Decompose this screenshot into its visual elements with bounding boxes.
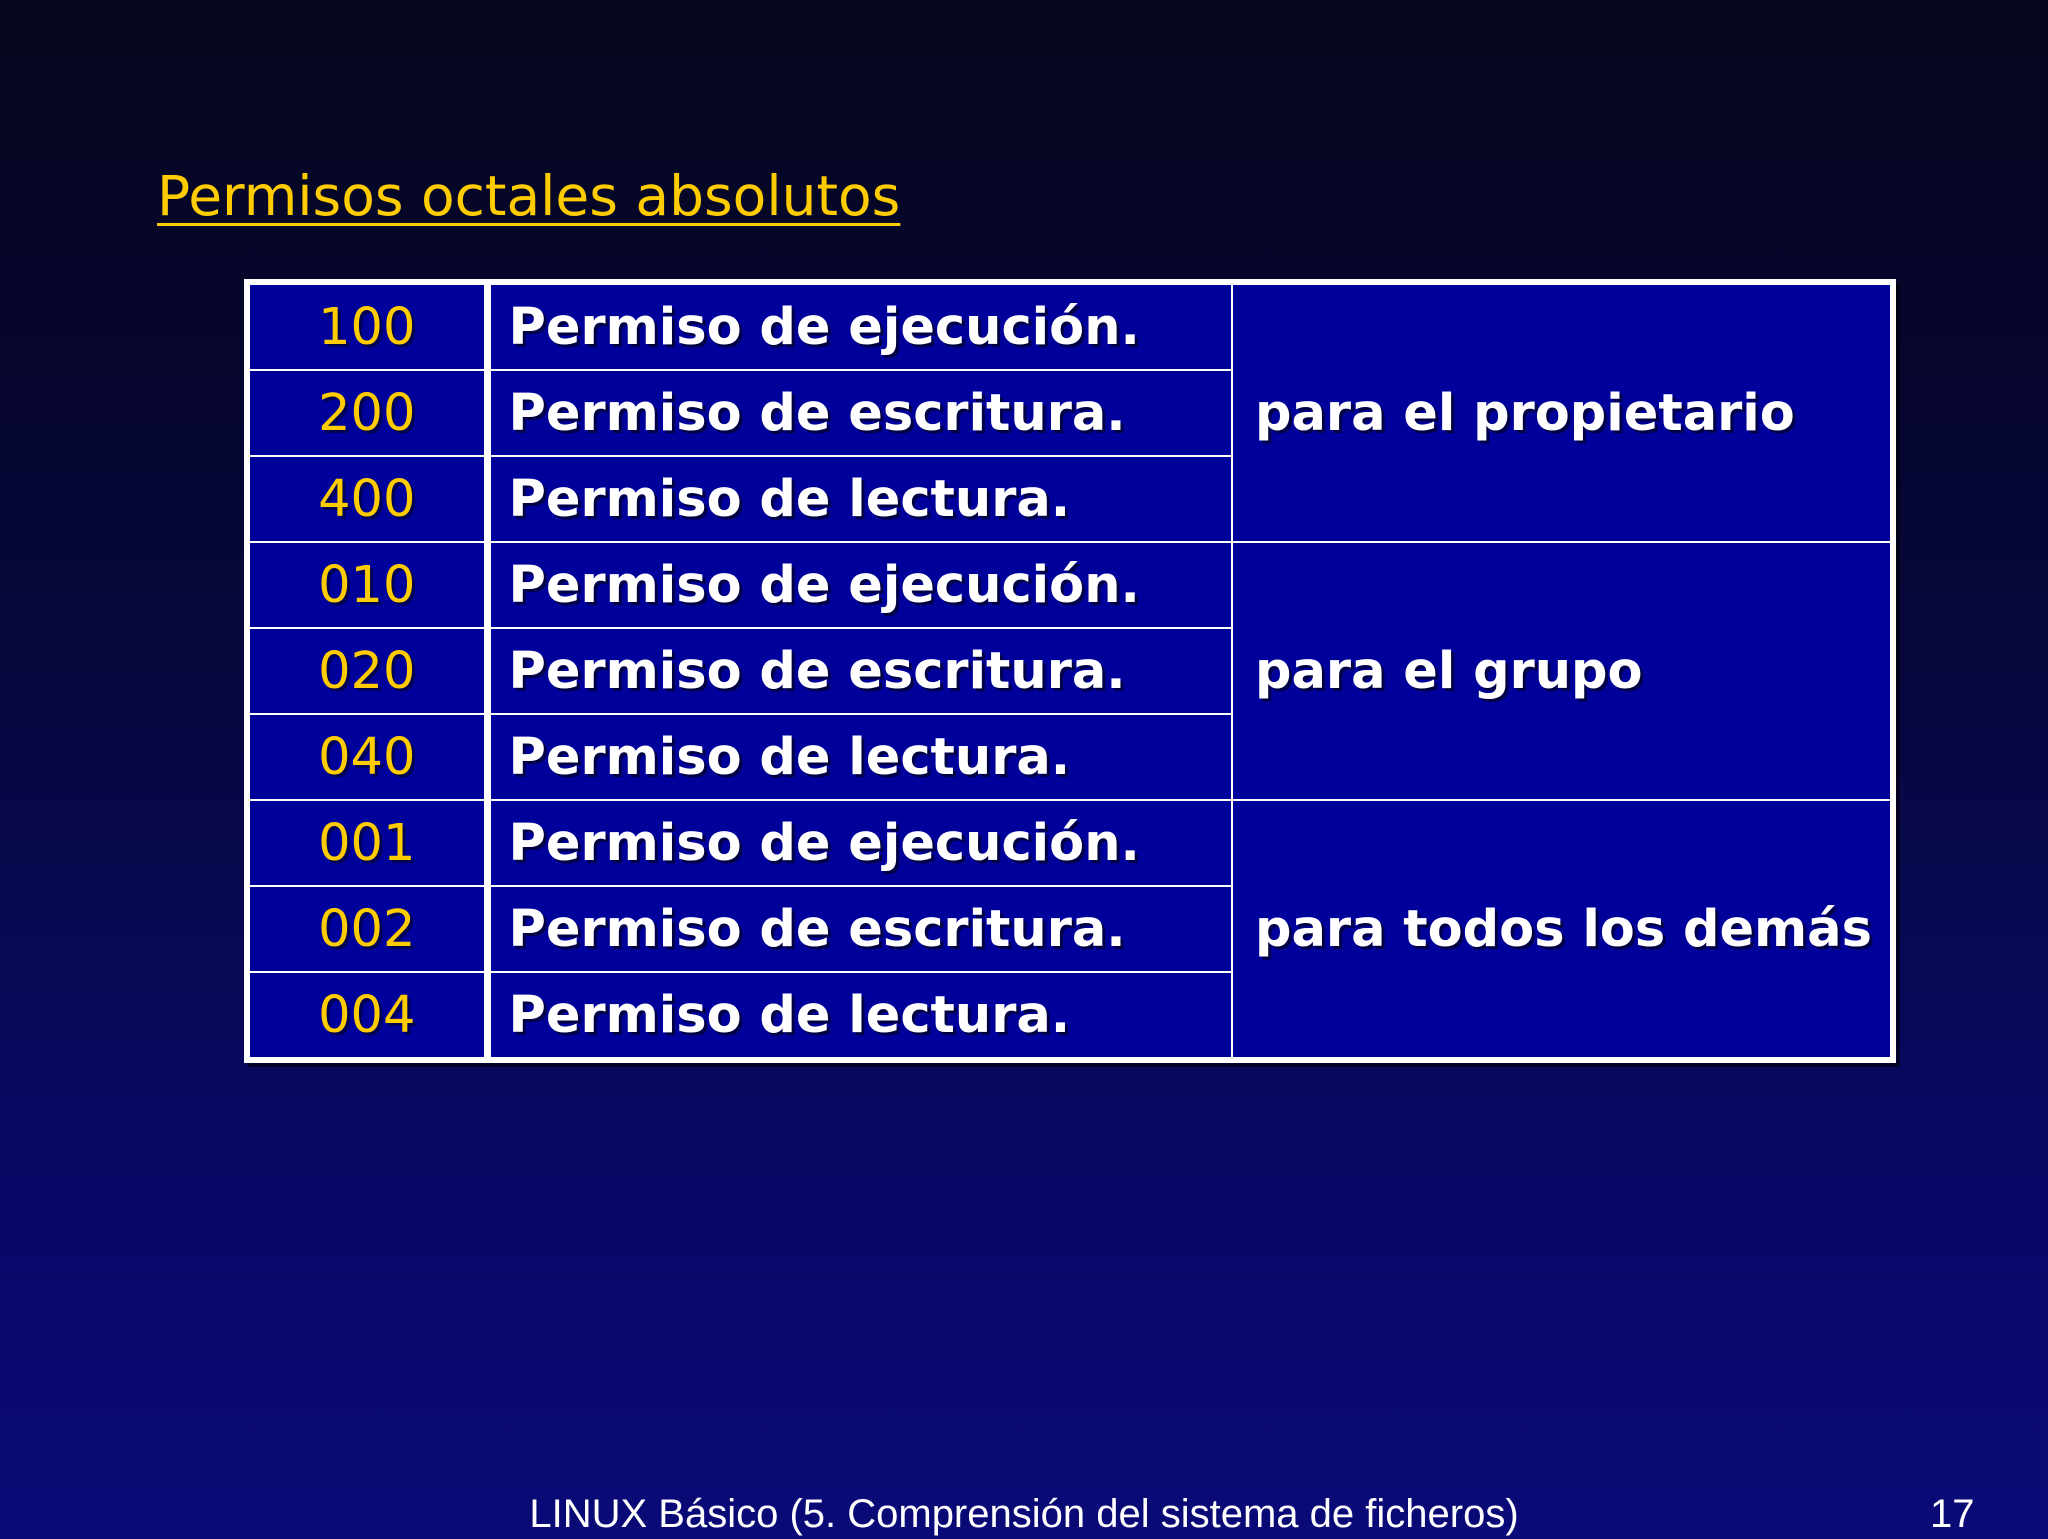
permission-description: Permiso de escritura. (487, 370, 1232, 456)
permission-description: Permiso de lectura. (487, 456, 1232, 542)
slide-footer: LINUX Básico (5. Comprensión del sistema de ficheros) (529, 1492, 1519, 1536)
octal-code: 400 (247, 456, 487, 542)
permissions-table (244, 279, 1896, 1063)
octal-code: 004 (247, 972, 487, 1060)
octal-code: 100 (247, 282, 487, 370)
octal-code: 040 (247, 714, 487, 800)
scope-others: para todos los demás (1232, 800, 1893, 1060)
permission-description: Permiso de ejecución. (487, 542, 1232, 628)
slide-title: Permisos octales absolutos (157, 164, 901, 228)
permission-description: Permiso de lectura. (487, 714, 1232, 800)
octal-code: 020 (247, 628, 487, 714)
permission-description: Permiso de escritura. (487, 886, 1232, 972)
page-number: 17 (1930, 1492, 1975, 1536)
table-row (247, 800, 1893, 886)
permission-description: Permiso de escritura. (487, 628, 1232, 714)
octal-code: 001 (247, 800, 487, 886)
octal-code: 002 (247, 886, 487, 972)
permission-description: Permiso de ejecución. (487, 800, 1232, 886)
scope-owner: para el propietario (1232, 282, 1893, 542)
permission-description: Permiso de ejecución. (487, 282, 1232, 370)
table-row (247, 282, 1893, 370)
scope-group: para el grupo (1232, 542, 1893, 800)
permission-description: Permiso de lectura. (487, 972, 1232, 1060)
octal-code: 010 (247, 542, 487, 628)
octal-code: 200 (247, 370, 487, 456)
table-row (247, 542, 1893, 628)
